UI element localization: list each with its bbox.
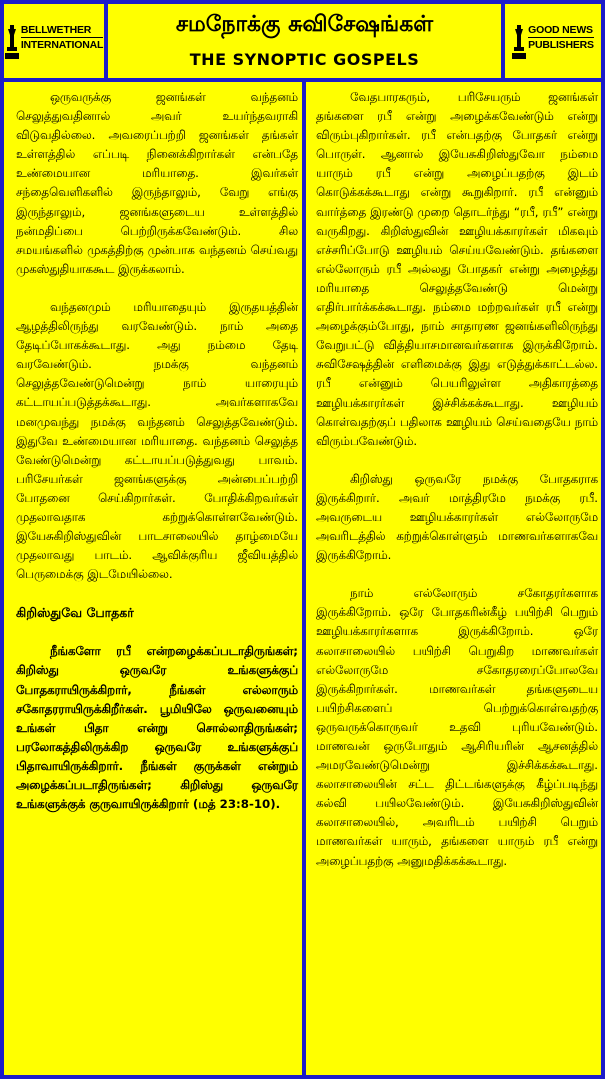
right-paragraph-2: கிறிஸ்து ஒருவரே நமக்கு போதகராக இருக்கிறார். அவர் மாத்திரமே நமக்கு ரபீ. அவருடைய ஊழியக்காரர்கள் எல்லோருமே அவரிடத்தில் கற்றுக்கொள்ளும் மாணவர்களாகவே இருக்கிறோம்.: [316, 471, 598, 563]
right-logo-line1: GOOD NEWS: [528, 24, 593, 36]
column-divider: [302, 82, 306, 1075]
bellwether-lamp-icon: [5, 23, 19, 59]
title-english: THE SYNOPTIC GOSPELS: [189, 50, 420, 69]
left-logo-line2: INTERNATIONAL: [20, 39, 104, 51]
right-paragraph-3: நாம் எல்லோரும் சகோதரர்களாக இருக்கிறோம். ஒரே போதகரின்கீழ் பயிற்சி பெறும் ஊழியக்காரர்களாக இருக்கிறோம். ஒரே கலாசாலையில் பயிற்சி பெறுகிற மாணவர்கள் எல்லோருமே சகோதரரைப்போலவே இருக்கிறார்கள். மாணவர்கள் தங்களுடைய பயிற்சிகளைப் பெற்றுக்கொள்வதற்கு ஒருவருக்கொருவர் உதவி புரியவேண்டும். மாணவன் ஒருபோதும் ஆசிரியரின் ஆசனத்தில் அமரவேண்டுமென்று இச்சிக்கக்கூடாது. கலாசாலையின் சட்ட திட்டங்களுக்கு கீழ்ப்படிந்து கல்வி பயிலவேண்டும். இயேசுகிறிஸ்துவின் கலாசாலையில், அவரிடம் பயிற்சி பெறும் மாணவர்கள் யாரும், தங்களை யாரும் ரபீ என்று அழைப்பதற்கு அனுமதிக்கக்கூடாது.: [316, 586, 598, 868]
left-logo-line1: BELLWETHER: [21, 23, 103, 38]
page-header: [4, 4, 601, 82]
scripture-quote: நீங்களோ ரபீ என்றழைக்கப்படாதிருங்கள்; கிறிஸ்து ஒருவரே உங்களுக்குப் போதகராயிருக்கிறார், நீங்கள் எல்லாரும் சகோதரராயிருக்கிறீர்கள். பூமியிலே ஒருவனையும் உங்கள் பிதா என்று சொல்லாதிருங்கள்; பரலோகத்திலிருக்கிற ஒருவரே உங்களுக்குப் பிதாவாயிருக்கிறார். நீங்கள் குருக்கள் என்றும் அழைக்கப்படாதிருங்கள்; கிறிஸ்து ஒருவரே உங்களுக்குக் குருவாயிருக்கிறார் (மத் 23:8-10).: [16, 644, 298, 812]
right-logo-line2: PUBLISHERS: [528, 39, 594, 51]
bellwether-logo: [4, 4, 108, 78]
left-paragraph-1: ஒருவருக்கு ஜனங்கள் வந்தனம் செலுத்துவதினால் அவர் உயர்ந்தவராகி விடுவதில்லை. அவரைப்பற்றி ஜனங்கள் தங்கள் உள்ளத்தில் எப்படி நினைக்கிறார்கள் என்பதே உண்மையான மரியாதை. இவர்கள் சந்தைவெளிகளில் இருந்தாலும், வேறு எங்கு இருந்தாலும், ஜனங்களுடைய உள்ளத்தில் நன்மதிப்பை பெற்றிருக்கவேண்டும். சில சமயங்களில் முகத்திற்கு முன்பாக வந்தனம் செய்வது முகஸ்துதியாககூட இருக்கலாம்.: [16, 90, 298, 276]
right-paragraph-1: வேதபாரகரும், பரிசேயரும் ஜனங்கள் தங்களை ரபீ என்று அழைக்கவேண்டும் என்று விரும்புகிறார்கள். ரபீ என்பதற்கு போதகர் என்று பொருள். ஆனால் இயேசுகிறிஸ்துவோ நம்மை யாரும் ரபீ என்று அழைப்பதற்கு இடம் கொடுக்கக்கூடாது என்று கூறுகிறார். ரபீ என்னும் வார்த்தை இரண்டு முறை தொடர்ந்து “ரபீ, ரபீ” என்று வருகிறது. கிறிஸ்துவின் ஊழியக்காரர்கள் மிகவும் எச்சரிப்போடு ஊழியம் செய்யவேண்டும். தங்களை எல்லோரும் ரபீ அல்லது போதகர் என்று அழைத்து மரியாதை செலுத்தவேண்டு மென்று எதிர்பார்க்கக்கூடாது. நம்மை மற்றவர்கள் ரபீ என்று அழைக்கும்போது, நாம் சாதாரண ஜனங்களிலிருந்து வேறுபட்டு வித்தியாசமானவர்களாக இருக்கிறோம். சுவிசேஷத்தின் எளிமைக்கு இது எடுத்துக்காட்டல்ல. ரபீ என்னும் பெயரிலுள்ள அதிகாரத்தை ஊழியக்காரர்கள் இச்சிக்கக்கூடாது. ஊழியம் கொள்வதற்குப் பதிலாக ஊழியம் செய்வதையே நாம் விரும்பவேண்டும்.: [316, 90, 598, 448]
good-news-lamp-icon: [512, 23, 526, 59]
right-column: [316, 88, 598, 871]
left-paragraph-2: வந்தனமும் மரியாதையும் இருதயத்தின் ஆழத்திலிருந்து வரவேண்டும். நாம் அதை தேடிப்போகக்கூடாது. அது நம்மை தேடி வரவேண்டும். நமக்கு வந்தனம் செலுத்தவேண்டுமென்று நாம் யாரையும் கட்டாயப்படுத்தக்கூடாது. அவர்களாகவே மனமுவந்து நமக்கு வந்தனம் செலுத்தவேண்டும். இதுவே உண்மையான மரியாதை. வந்தனம் செலுத்த வேண்டுமென்று கட்டாயப்படுத்துவது பாவம். பரிசேயர்கள் ஜனங்களுக்கு அன்பைப்பற்றி போதனை செய்கிறார்கள். போதிக்கிறவர்கள் முதலாவதாக கற்றுக்கொள்ளவேண்டும். இயேசுகிறிஸ்துவின் பாடசாலையில் தாழ்மையே முதலாவது பாடம். ஆவிக்குரிய ஜீவியத்தில் பெருமைக்கு இடமேயில்லை.: [16, 299, 298, 582]
title-tamil: சமநோக்கு சுவிசேஷங்கள்: [175, 12, 434, 37]
section-heading: கிறிஸ்துவே போதகர்: [16, 605, 134, 621]
left-column: [16, 88, 298, 814]
good-news-logo: [501, 4, 601, 78]
